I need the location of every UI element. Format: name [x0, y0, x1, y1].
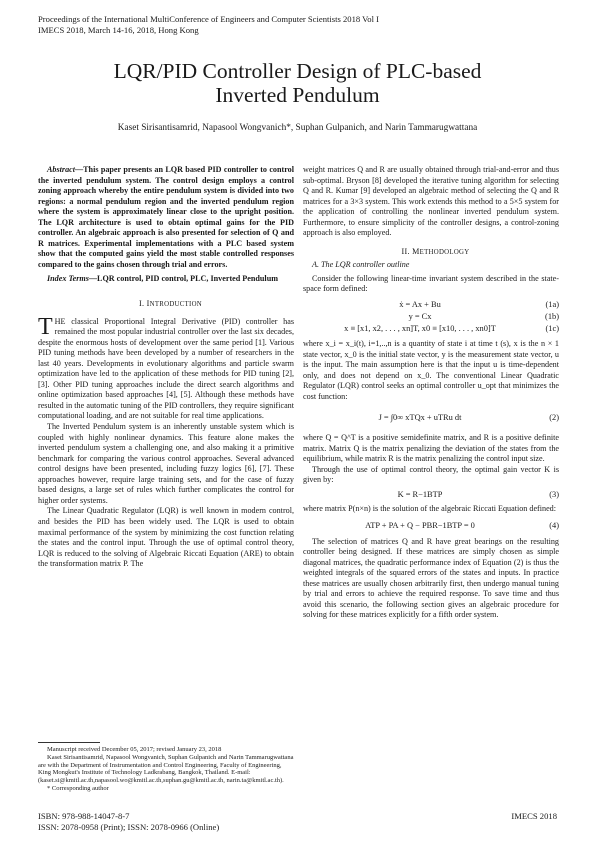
right-paragraph-2: Consider the following linear-time invariant system described in the state-space form defined:: [303, 273, 559, 294]
header-proceedings: Proceedings of the International MultiConference of Engineers and Computer Scientists 2018 Vol I: [38, 14, 379, 24]
footnote-corresponding: * Corresponding author: [47, 784, 109, 792]
paper-title: [30, 59, 565, 107]
equation-1b: y = Cx (1b): [408, 312, 559, 322]
right-paragraph-5: Through the use of optimal control theory, the optimal gain vector K is given by:: [303, 464, 559, 485]
footnotes: [38, 746, 294, 793]
index-terms-text: —LQR control, PID control, PLC, Inverted Pendulum: [88, 274, 278, 284]
abstract-text: —This paper presents an LQR based PID controller to control the inverted pendulum system. The control design employs a control zoning approach whereby the entire pendulum system is divided into two regions: a normal pendulum region and the inverted pendulum region where the system is approximately linear close to the upright position. The LQR architecture is used to obtain optimal gains for the PID controller. An algebraic approach is also presented for selection of Q and R matrices. Experimental implementations with a PLC based system show that the computed gains yield the most stable controlled responses compared to the gains chosen through trial and errors.: [38, 165, 294, 269]
left-column: [38, 165, 294, 570]
right-paragraph-6: where matrix P(n×n) is the solution of the algebraic Riccati Equation defined:: [303, 504, 556, 514]
subsection-heading-lqr: A. The LQR controller outline: [312, 260, 410, 270]
right-column: [303, 165, 559, 621]
section-heading-introduction: I. INTRODUCTION: [138, 299, 203, 309]
footnote-received: Manuscript received December 05, 2017; revised January 23, 2018: [47, 746, 222, 753]
right-paragraph-4: where Q = Q^T is a positive semidefinite matrix, and R is a positive definite matrix. Matrix Q is the matrix penalizing the deviation of the states from the equilibrium, while matrix R is the matrix penalizing the control input size.: [303, 433, 559, 464]
footnote-rule: [38, 742, 100, 743]
footer-conference: IMECS 2018: [511, 811, 557, 821]
page-footer-left: [38, 811, 219, 833]
equation-1a: ẋ = Ax + Bu (1a): [399, 300, 559, 310]
equation-4: ATP + PA + Q − PBR−1BTP = 0 (4): [365, 520, 559, 530]
intro-paragraph-1: THE classical Proportional Integral Derivative (PID) controller has remained the most popular industrial controller over the last six decades, despite the enormous hosts of development over the same period [1]. Various PID tuning methods have been developed by a number of researchers in the last 40 years. Developments in evolutionary algorithms and particle swarm optimization have led to the application of these methods for PID tuning [2], [3]. Other PID tuning approaches include the direct search algorithms and online optimization based approaches [4], [5]. Although these methods have resulted in the automatic tuning of the PID controllers, they require significant computational loading, and are not suitable for real time applications.: [38, 313, 294, 421]
drop-cap: T: [38, 313, 53, 340]
equation-3: K = R−1BTP (3): [397, 490, 559, 500]
abstract: [38, 165, 294, 270]
footer-issn: ISSN: 2078-0958 (Print); ISSN: 2078-0966 (Online): [38, 822, 220, 832]
equation-2: J = ∫0∞ xTQx + uTRu dt (2): [378, 413, 559, 423]
index-terms-label: Index Terms: [47, 274, 89, 284]
title-line-2: Inverted Pendulum: [215, 83, 380, 107]
right-paragraph-7: The selection of matrices Q and R have great bearings on the resulting controller being designed. If these matrices are simply chosen as simple diagonal matrices, the quadratic performance index of Equation (2) is thus the weighted integrals of the squared errors of the states and inputs. In practice these matrices are usually chosen arbitrarily first, then undergo manual tuning by trial and errors to achieve the required response. To save time and thus avoid this scenario, the following section gives an algebraic procedure for solving for these matrices explicitly for a fifth order system.: [303, 536, 559, 620]
index-terms: [38, 274, 294, 285]
abstract-label: Abstract: [47, 165, 75, 174]
equation-1c: x ≡ [x1, x2, . . . , xn]T, x0 ≡ [x10, . . . , xn0]T (1c): [344, 324, 559, 334]
right-paragraph-1: weight matrices Q and R are usually obtained through trial-and-error and thus sub-optimal. Bryson [8] developed the iterative tuning algorithm for selecting Q and R. Kumar [9] developed an algebraic method of selecting the Q and R matrices for a 3×3 system. This work extends this method to a 5×5 system for the application of controlling the nonlinear inverted pendulum system. Furthermore, to ensure simplicity of the controller designs, a control-zoning approach is also employed.: [303, 165, 559, 238]
intro-paragraph-2: The Inverted Pendulum system is an inherently unstable system which is coupled with highly nonlinear dynamics. This feature alone makes the inverted pendulum system a challenging one, and also making it a primitive benchmark for comparing the various control approaches. Several advanced control designs have been presented, including fuzzy logics [6], [7]. These approaches however, require large training sets, and for the case of fuzzy based designs, a large set of rules which further complicates the control for higher order systems.: [38, 422, 294, 505]
footer-isbn: ISBN: 978-988-14047-8-7: [38, 811, 130, 821]
header-conference: IMECS 2018, March 14-16, 2018, Hong Kong: [38, 25, 199, 35]
title-line-1: LQR/PID Controller Design of PLC-based: [113, 59, 482, 83]
author-list: Kaset Sirisantisamrid, Napasool Wongvanich*, Suphan Gulpanich, and Narin Tammarugwattana: [117, 123, 478, 133]
intro-paragraph-3: The Linear Quadratic Regulator (LQR) is well known in modern control, and besides the PID has been widely used. The LQR is used to obtain maximal performance of the system by minimizing the cost function relating the states and the control input. Through the use of optimal control theory, LQR is reduced to the solving of Algebraic Riccati Equation (ARE) to obtain the transformation matrix P. The: [38, 506, 294, 569]
running-header: [38, 14, 379, 36]
footnote-affiliation: Kaset Sirisantisamrid, Napasool Wongvanich, Suphan Gulpanich and Narin Tammarugwattana are with the Department of Instrumentation and Control Engineering, Faculty of Engineering, King Mongkut's Institute of Technology Ladkrabang, Bangkok, Thailand. E-mail: (kaset.si@kmitl.ac.th,napasool.wo@kmitl.ac.th,suphan.gu@kmitl.ac.th, narin.ta@kmitl.ac.th).: [38, 753, 294, 785]
section-heading-methodology: II. METHODOLOGY: [401, 246, 470, 256]
right-paragraph-3: where x_i = x_i(t), i=1,..,n is a quantity of state i at time t (s), x is the n × 1 state vector, x_0 is the initial state vector, y is the measurement state vector, u is the input. The main assumption here is that the input u is time-dependent only, and does not depend on x_0. The conventional Linear Quadratic Regulator (LQR) control seeks an optimal controller u_opt that minimizes the cost function:: [303, 339, 559, 401]
